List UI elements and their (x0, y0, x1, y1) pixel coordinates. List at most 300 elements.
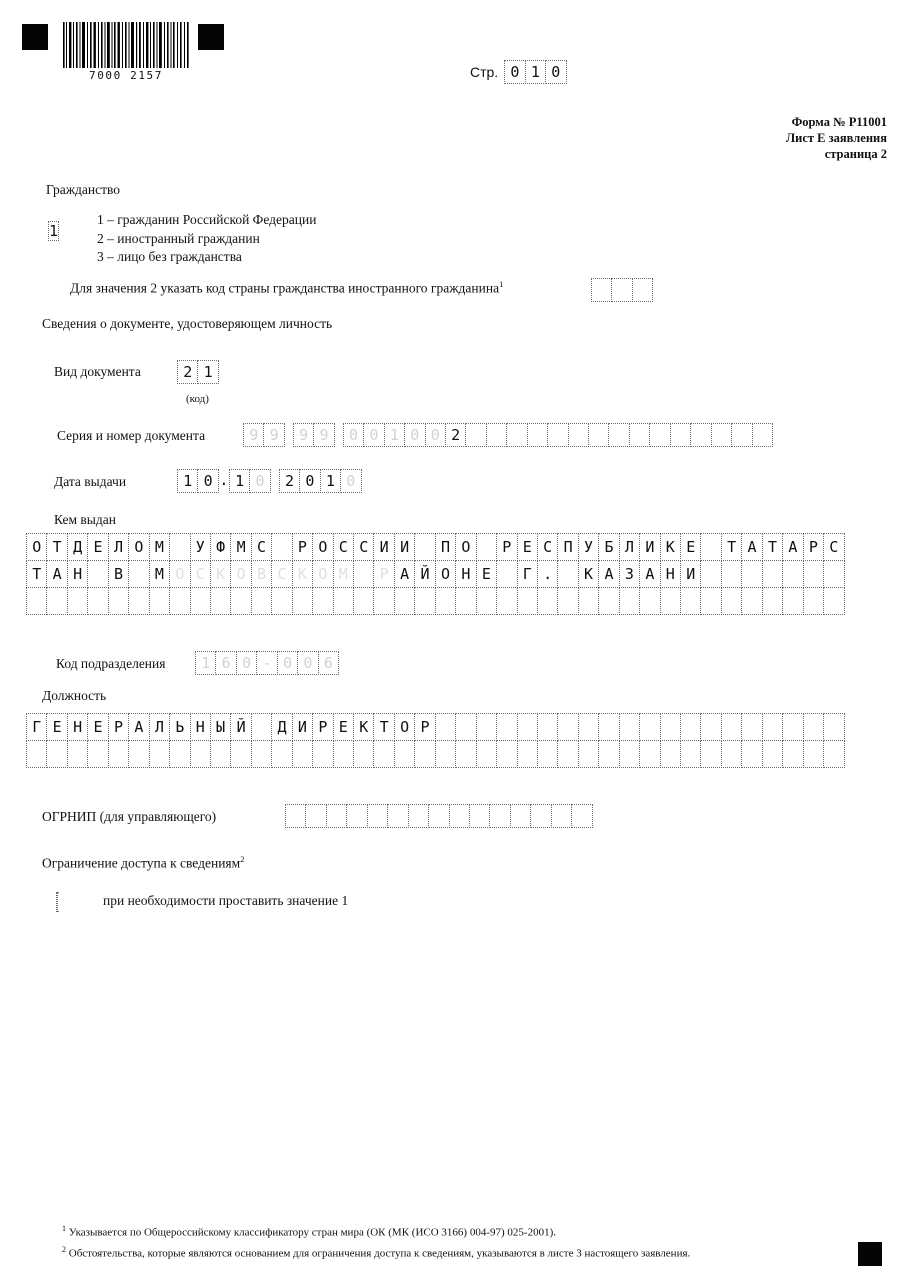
position-cell[interactable]: Ь (169, 713, 190, 741)
access-restriction-label: Ограничение доступа к сведениям$^2$ (42, 854, 245, 871)
issue-date-month-cell[interactable]: 1 (229, 469, 250, 493)
issued-by-cell[interactable]: А (741, 533, 762, 561)
position-cell[interactable] (782, 740, 803, 768)
doc-type-cells[interactable] (177, 360, 218, 384)
position-cell[interactable] (660, 740, 681, 768)
issued-by-cell[interactable] (823, 587, 844, 615)
issued-by-cell[interactable]: К (210, 560, 231, 588)
position-cell[interactable] (741, 740, 762, 768)
issued-by-cell[interactable]: С (823, 533, 844, 561)
series-number-cell[interactable] (568, 423, 589, 447)
issued-by-cell[interactable] (46, 587, 67, 615)
issued-by-cell[interactable]: О (312, 533, 333, 561)
registration-mark-top-left (22, 24, 48, 50)
issued-by-cell[interactable] (251, 587, 272, 615)
form-page-label: страница 2 (824, 147, 887, 161)
position-cell[interactable] (823, 740, 844, 768)
issued-by-cell[interactable] (26, 587, 47, 615)
issued-by-cell[interactable]: О (26, 533, 47, 561)
position-cell[interactable] (598, 740, 619, 768)
position-cell[interactable] (373, 740, 394, 768)
series-number-cell[interactable]: 0 (363, 423, 384, 447)
issued-by-cell[interactable]: Д (67, 533, 88, 561)
ogrnip-cell[interactable] (346, 804, 367, 828)
position-cell[interactable]: Т (373, 713, 394, 741)
issued-by-cell[interactable]: В (251, 560, 272, 588)
issued-by-cell[interactable] (394, 587, 415, 615)
issued-by-cell[interactable] (169, 587, 190, 615)
footnote-ref-2: 2 (240, 854, 245, 864)
subdivision-code-cell[interactable]: 0 (277, 651, 298, 675)
issued-by-cell[interactable]: О (435, 560, 456, 588)
position-cell[interactable]: Й (230, 713, 251, 741)
citizenship-value-cell-wrap[interactable] (48, 219, 58, 243)
issued-by-cell[interactable]: Р (292, 533, 313, 561)
issue-date-day-cell[interactable]: 1 (177, 469, 198, 493)
position-cell[interactable] (435, 740, 456, 768)
issued-by-cell[interactable]: В (108, 560, 129, 588)
series-number-cell[interactable]: 1 (384, 423, 405, 447)
issued-by-cell[interactable]: Р (803, 533, 824, 561)
series-number-cell[interactable] (649, 423, 670, 447)
position-cell[interactable] (67, 740, 88, 768)
footnote-item (62, 1241, 882, 1263)
issued-by-cell[interactable]: И (639, 533, 660, 561)
position-cell[interactable] (762, 713, 783, 741)
series-number-cell[interactable]: 0 (425, 423, 446, 447)
issued-by-cell[interactable]: М (149, 533, 170, 561)
issue-date-month-cell[interactable]: 0 (249, 469, 270, 493)
citizenship-value-cell[interactable]: 1 (49, 222, 59, 240)
position-cell[interactable] (537, 740, 558, 768)
issued-by-cell[interactable] (598, 587, 619, 615)
position-cell[interactable] (476, 740, 497, 768)
issued-by-cell[interactable] (680, 587, 701, 615)
issued-by-row[interactable] (26, 533, 844, 560)
position-cell[interactable]: Р (108, 713, 129, 741)
issued-by-cell[interactable] (700, 533, 721, 561)
subdivision-code-cell[interactable]: 6 (215, 651, 236, 675)
country-code-cell[interactable] (632, 278, 653, 302)
issued-by-cell[interactable] (762, 560, 783, 588)
issued-by-cell[interactable]: Т (721, 533, 742, 561)
series-number-cell[interactable]: 9 (243, 423, 264, 447)
position-cell[interactable] (169, 740, 190, 768)
series-number-cell[interactable] (608, 423, 629, 447)
series-number-cell[interactable]: 9 (293, 423, 314, 447)
issued-by-cell[interactable]: С (537, 533, 558, 561)
issued-by-cell[interactable]: Н (455, 560, 476, 588)
issued-by-cell[interactable] (578, 587, 599, 615)
issued-by-cell[interactable]: З (619, 560, 640, 588)
series-number-cell[interactable]: 9 (313, 423, 334, 447)
position-cell[interactable]: Л (149, 713, 170, 741)
issued-by-cell[interactable]: А (598, 560, 619, 588)
issued-by-cell[interactable] (823, 560, 844, 588)
issued-by-cell[interactable] (333, 587, 354, 615)
position-cell[interactable] (823, 713, 844, 741)
issued-by-cell[interactable] (149, 587, 170, 615)
issued-by-cell[interactable]: Й (414, 560, 435, 588)
position-cell[interactable] (598, 713, 619, 741)
series-number-cell[interactable] (486, 423, 507, 447)
ogrnip-cell[interactable] (469, 804, 490, 828)
issued-by-cell[interactable] (741, 587, 762, 615)
issued-by-cell[interactable] (721, 560, 742, 588)
ogrnip-cell[interactable] (428, 804, 449, 828)
page-number-cell[interactable]: 0 (545, 60, 566, 84)
citizenship-heading: Гражданство (46, 182, 121, 197)
issued-by-cell[interactable] (639, 587, 660, 615)
series-number-cell[interactable] (588, 423, 609, 447)
issued-by-cell[interactable]: О (128, 533, 149, 561)
issued-by-cell[interactable]: О (455, 533, 476, 561)
country-code-cells[interactable] (591, 278, 652, 302)
position-cell[interactable] (700, 713, 721, 741)
issued-by-cell[interactable] (782, 560, 803, 588)
ogrnip-cell[interactable] (305, 804, 326, 828)
issued-by-cell[interactable]: Р (496, 533, 517, 561)
country-code-cell[interactable] (591, 278, 612, 302)
subdivision-code-cell[interactable]: - (256, 651, 277, 675)
issued-by-cell[interactable] (108, 587, 129, 615)
issued-by-cell[interactable] (312, 587, 333, 615)
issued-by-cell[interactable]: И (680, 560, 701, 588)
series-number-cell[interactable] (506, 423, 527, 447)
issued-by-cell[interactable]: С (333, 533, 354, 561)
position-cell[interactable] (578, 713, 599, 741)
position-cell[interactable]: Ы (210, 713, 231, 741)
subdivision-code-cells[interactable] (195, 651, 338, 675)
issued-by-cell[interactable]: О (230, 560, 251, 588)
position-cell[interactable] (517, 740, 538, 768)
access-restriction-value-cell[interactable] (56, 892, 58, 912)
issued-by-cell[interactable] (169, 533, 190, 561)
issued-by-cell[interactable]: Т (26, 560, 47, 588)
position-cell[interactable] (721, 740, 742, 768)
series-number-cell[interactable]: 9 (263, 423, 284, 447)
issued-by-cell[interactable] (414, 533, 435, 561)
position-cell[interactable] (578, 740, 599, 768)
issued-by-cell[interactable] (67, 587, 88, 615)
position-cell[interactable] (619, 740, 640, 768)
position-cell[interactable]: К (353, 713, 374, 741)
issued-by-cell[interactable] (476, 533, 497, 561)
issued-by-cell[interactable]: Н (660, 560, 681, 588)
issued-by-cell[interactable] (210, 587, 231, 615)
issued-by-cell[interactable]: К (578, 560, 599, 588)
issued-by-cell[interactable] (87, 560, 108, 588)
issued-by-cell[interactable]: А (782, 533, 803, 561)
issued-by-cell[interactable]: Г (517, 560, 538, 588)
position-cell[interactable] (87, 740, 108, 768)
issued-by-cell[interactable]: М (149, 560, 170, 588)
issued-by-cell[interactable]: Л (108, 533, 129, 561)
issued-by-cell[interactable] (517, 587, 538, 615)
registration-mark-top-right (198, 24, 224, 50)
barcode-number: 7000 2157 (88, 69, 163, 82)
series-number-cells[interactable] (243, 423, 772, 447)
ogrnip-cell[interactable] (387, 804, 408, 828)
issued-by-cell[interactable]: О (312, 560, 333, 588)
issued-by-cell[interactable]: Л (619, 533, 640, 561)
issued-by-cell[interactable] (721, 587, 742, 615)
position-cell[interactable] (128, 740, 149, 768)
issued-by-cell[interactable]: Б (598, 533, 619, 561)
issued-by-cell[interactable] (803, 560, 824, 588)
position-cell[interactable]: А (128, 713, 149, 741)
series-number-cell[interactable]: 0 (404, 423, 425, 447)
series-number-cell[interactable] (690, 423, 711, 447)
position-cell[interactable]: Н (190, 713, 211, 741)
series-number-cell[interactable] (670, 423, 691, 447)
position-cell[interactable]: И (292, 713, 313, 741)
issue-date-year-cell[interactable]: 0 (340, 469, 361, 493)
issued-by-cell[interactable]: А (394, 560, 415, 588)
ogrnip-cells[interactable] (285, 804, 592, 828)
position-grid[interactable] (26, 713, 844, 767)
position-row[interactable] (26, 740, 844, 767)
issued-by-cell[interactable] (353, 587, 374, 615)
issued-by-cell[interactable] (292, 587, 313, 615)
issued-by-cell[interactable]: С (190, 560, 211, 588)
ogrnip-cell[interactable] (571, 804, 592, 828)
position-cell[interactable]: Д (271, 713, 292, 741)
issued-by-cell[interactable]: С (353, 533, 374, 561)
issue-date-day-cell[interactable]: 0 (197, 469, 218, 493)
issued-by-cell[interactable] (455, 587, 476, 615)
position-cell[interactable] (721, 713, 742, 741)
position-cell[interactable] (251, 713, 272, 741)
series-number-cell[interactable]: 2 (445, 423, 466, 447)
ogrnip-cell[interactable] (530, 804, 551, 828)
issued-by-cell[interactable] (190, 587, 211, 615)
position-cell[interactable]: Е (87, 713, 108, 741)
issued-by-cell[interactable]: Е (87, 533, 108, 561)
subdivision-code-cell[interactable]: 0 (236, 651, 257, 675)
position-cell[interactable] (762, 740, 783, 768)
issued-by-cell[interactable]: Ф (210, 533, 231, 561)
issued-by-cell[interactable] (557, 560, 578, 588)
issued-by-cell[interactable]: А (46, 560, 67, 588)
position-cell[interactable] (292, 740, 313, 768)
issue-date-year-cell[interactable]: 2 (279, 469, 300, 493)
position-cell[interactable] (149, 740, 170, 768)
position-cell[interactable]: Г (26, 713, 47, 741)
issued-by-cell[interactable] (557, 587, 578, 615)
issued-by-cell[interactable]: Е (680, 533, 701, 561)
position-cell[interactable] (251, 740, 272, 768)
position-cell[interactable] (680, 740, 701, 768)
issued-by-label: Кем выдан (54, 512, 116, 527)
position-cell[interactable] (435, 713, 456, 741)
issued-by-cell[interactable]: К (660, 533, 681, 561)
position-cell[interactable] (271, 740, 292, 768)
position-cell[interactable]: Н (67, 713, 88, 741)
access-restriction-value-wrap[interactable] (56, 890, 57, 914)
footnote-number: 2 (62, 1245, 66, 1255)
position-label: Должность (42, 688, 107, 703)
issued-by-row[interactable] (26, 587, 844, 614)
issued-by-cell[interactable] (619, 587, 640, 615)
issue-date-separator: . (219, 471, 229, 489)
issued-by-cell[interactable]: Е (476, 560, 497, 588)
subdivision-code-cell[interactable]: 1 (195, 651, 216, 675)
issued-by-cell[interactable]: Т (762, 533, 783, 561)
issue-date-cells[interactable] (177, 469, 361, 493)
position-row[interactable] (26, 713, 844, 740)
position-cell[interactable] (46, 740, 67, 768)
issued-by-cell[interactable]: А (639, 560, 660, 588)
series-number-cell[interactable] (752, 423, 773, 447)
position-cell[interactable]: О (394, 713, 415, 741)
footnote-text: Указывается по Общероссийскому классификатору стран мира (ОК (МК (ИСО 3166) 004-97) 025-2001). (68, 1226, 556, 1239)
position-cell[interactable] (782, 713, 803, 741)
issued-by-cell[interactable] (271, 587, 292, 615)
position-cell[interactable] (312, 740, 333, 768)
ogrnip-label: ОГРНИП (для управляющего) (42, 809, 217, 824)
issued-by-cell[interactable] (435, 587, 456, 615)
issued-by-cell[interactable]: У (578, 533, 599, 561)
issued-by-cell[interactable] (762, 587, 783, 615)
ogrnip-cell[interactable] (326, 804, 347, 828)
issued-by-cell[interactable]: П (557, 533, 578, 561)
page-number-cell[interactable]: 0 (504, 60, 525, 84)
issued-by-cell[interactable]: И (373, 533, 394, 561)
issued-by-cell[interactable]: М (333, 560, 354, 588)
series-number-cell[interactable] (711, 423, 732, 447)
issued-by-cell[interactable] (803, 587, 824, 615)
issued-by-grid[interactable] (26, 533, 844, 614)
position-cell[interactable]: Р (312, 713, 333, 741)
issued-by-cell[interactable]: . (537, 560, 558, 588)
position-cell[interactable] (394, 740, 415, 768)
doc-type-cell[interactable]: 2 (177, 360, 198, 384)
position-cell[interactable] (517, 713, 538, 741)
issued-by-cell[interactable]: У (190, 533, 211, 561)
position-cell[interactable]: Р (414, 713, 435, 741)
issued-by-row[interactable] (26, 560, 844, 587)
issued-by-cell[interactable]: С (251, 533, 272, 561)
series-number-cell[interactable] (731, 423, 752, 447)
position-cell[interactable] (333, 740, 354, 768)
issued-by-cell[interactable]: Е (517, 533, 538, 561)
ogrnip-cell[interactable] (510, 804, 531, 828)
issued-by-cell[interactable]: Т (46, 533, 67, 561)
issued-by-cell[interactable] (700, 560, 721, 588)
issued-by-cell[interactable] (128, 560, 149, 588)
issued-by-cell[interactable]: С (271, 560, 292, 588)
issued-by-cell[interactable] (128, 587, 149, 615)
issued-by-cell[interactable]: М (230, 533, 251, 561)
position-cell[interactable] (108, 740, 129, 768)
citizenship-options (97, 211, 316, 267)
series-number-cell[interactable] (547, 423, 568, 447)
series-number-cell[interactable] (527, 423, 548, 447)
position-cell[interactable] (639, 740, 660, 768)
issued-by-cell[interactable] (476, 587, 497, 615)
series-number-cell[interactable] (629, 423, 650, 447)
position-cell[interactable] (557, 740, 578, 768)
position-cell[interactable] (803, 740, 824, 768)
position-cell[interactable] (741, 713, 762, 741)
issued-by-cell[interactable] (271, 533, 292, 561)
footnotes (62, 1220, 882, 1263)
issued-by-cell[interactable]: О (169, 560, 190, 588)
ogrnip-cell[interactable] (408, 804, 429, 828)
position-cell[interactable] (496, 740, 517, 768)
position-cell[interactable] (26, 740, 47, 768)
position-cell[interactable] (414, 740, 435, 768)
position-cell[interactable] (639, 713, 660, 741)
issued-by-cell[interactable]: Н (67, 560, 88, 588)
position-cell[interactable] (455, 740, 476, 768)
issued-by-cell[interactable] (373, 587, 394, 615)
issued-by-cell[interactable] (496, 560, 517, 588)
ogrnip-cell[interactable] (449, 804, 470, 828)
position-cell[interactable] (476, 713, 497, 741)
position-cell[interactable] (210, 740, 231, 768)
position-cell[interactable]: Е (46, 713, 67, 741)
issued-by-cell[interactable] (782, 587, 803, 615)
ogrnip-cell[interactable] (551, 804, 572, 828)
position-cell[interactable] (537, 713, 558, 741)
subdivision-code-cell[interactable]: 6 (318, 651, 339, 675)
issue-date-year-cell[interactable]: 1 (320, 469, 341, 493)
form-sheet: Лист Е заявления (785, 131, 887, 145)
position-cell[interactable] (803, 713, 824, 741)
issued-by-cell[interactable]: Р (373, 560, 394, 588)
footnote-text: Обстоятельства, которые являются основанием для ограничения доступа к сведениям, указываются в листе 3 настоящего заявления. (68, 1248, 691, 1260)
ogrnip-cell[interactable] (367, 804, 388, 828)
series-number-cell[interactable]: 0 (343, 423, 364, 447)
country-code-cell[interactable] (611, 278, 632, 302)
issued-by-cell[interactable] (230, 587, 251, 615)
position-cell[interactable] (353, 740, 374, 768)
issued-by-cell[interactable] (353, 560, 374, 588)
position-cell[interactable] (230, 740, 251, 768)
issued-by-cell[interactable]: И (394, 533, 415, 561)
position-cell[interactable] (700, 740, 721, 768)
position-cell[interactable] (455, 713, 476, 741)
position-cell[interactable] (660, 713, 681, 741)
issued-by-cell[interactable]: П (435, 533, 456, 561)
issued-by-cell[interactable] (496, 587, 517, 615)
issued-by-cell[interactable] (87, 587, 108, 615)
issued-by-cell[interactable] (414, 587, 435, 615)
issued-by-cell[interactable] (660, 587, 681, 615)
series-number-cell[interactable] (465, 423, 486, 447)
issued-by-cell[interactable]: К (292, 560, 313, 588)
ogrnip-cell[interactable] (489, 804, 510, 828)
position-cell[interactable] (619, 713, 640, 741)
position-cell[interactable] (190, 740, 211, 768)
issued-by-cell[interactable] (537, 587, 558, 615)
ogrnip-cell[interactable] (285, 804, 306, 828)
position-cell[interactable]: Е (333, 713, 354, 741)
position-cell[interactable] (496, 713, 517, 741)
page-number-cells[interactable] (504, 60, 565, 84)
position-cell[interactable] (557, 713, 578, 741)
doc-type-cell[interactable]: 1 (197, 360, 218, 384)
page-number-cell[interactable]: 1 (525, 60, 546, 84)
issue-date-year-cell[interactable]: 0 (299, 469, 320, 493)
position-cell[interactable] (680, 713, 701, 741)
subdivision-code-cell[interactable]: 0 (297, 651, 318, 675)
doc-type-sublabel: (код) (186, 393, 209, 405)
issued-by-cell[interactable] (700, 587, 721, 615)
issued-by-cell[interactable] (741, 560, 762, 588)
